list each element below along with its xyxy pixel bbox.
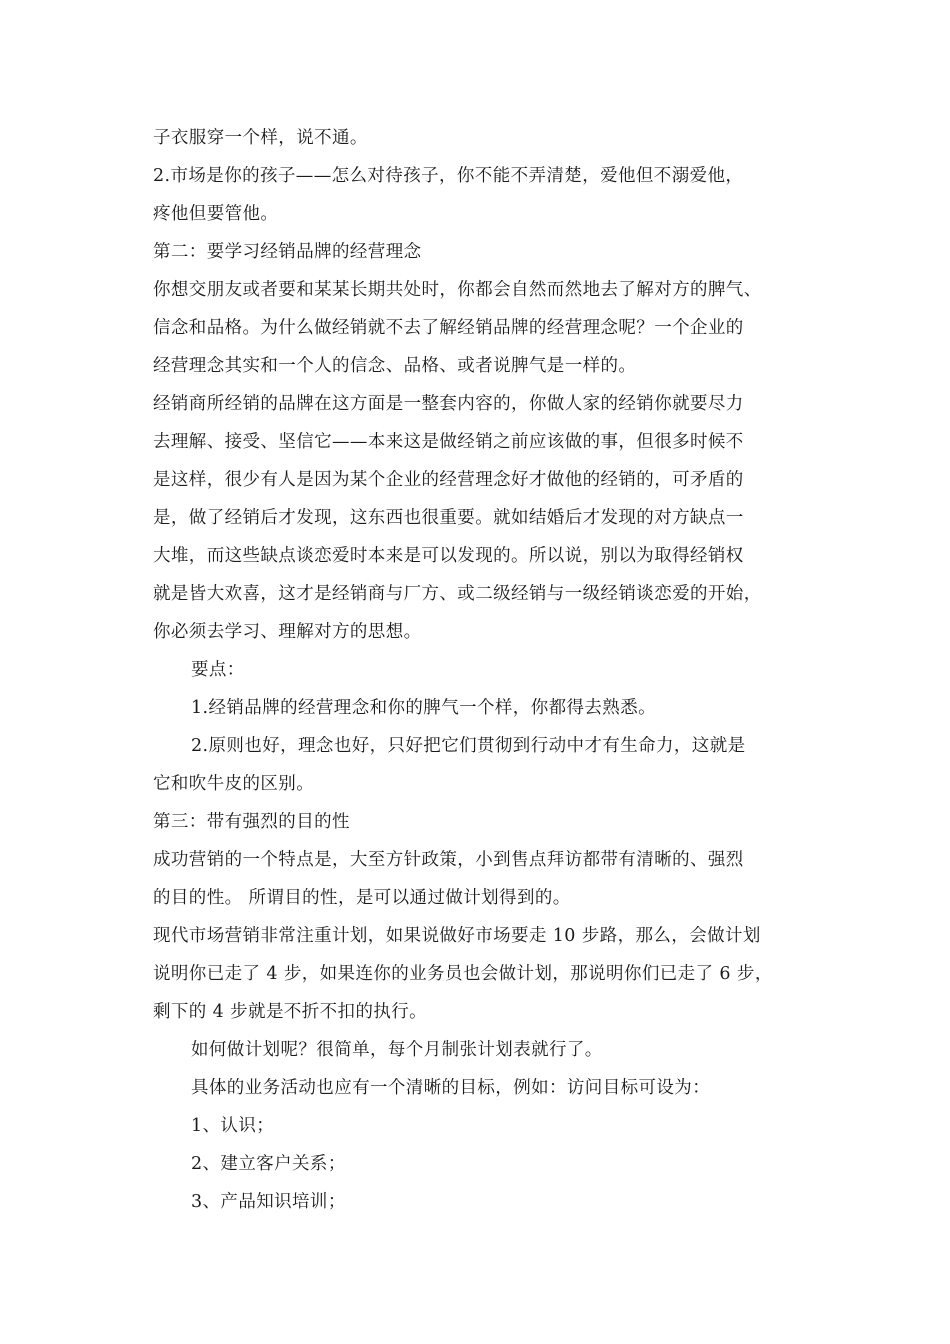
text-line: 你想交朋友或者要和某某长期共处时，你都会自然而然地去了解对方的脾气、 [153,280,762,300]
section-heading: 第三：带有强烈的目的性 [153,812,350,832]
text-line: 就是皆大欢喜，这才是经销商与厂方、或二级经销与一级经销谈恋爱的开始， [153,584,762,604]
text-line: 疼他但要管他。 [153,204,279,224]
text-line: 经销商所经销的品牌在这方面是一整套内容的，你做人家的经销你就要尽力 [153,394,744,414]
text-line: 它和吹牛皮的区别。 [153,774,315,794]
text-line: 如何做计划呢？很简单，每个月制张计划表就行了。 [191,1040,603,1060]
text-line: 是，做了经销后才发现，这东西也很重要。就如结婚后才发现的对方缺点一 [153,508,744,528]
list-item: 3、产品知识培训； [191,1192,346,1212]
text-line: 2.市场是你的孩子——怎么对待孩子，你不能不弄清楚，爱他但不溺爱他， [153,166,744,186]
key-point-item: 2.原则也好，理念也好，只好把它们贯彻到行动中才有生命力，这就是 [191,736,746,756]
text-line: 具体的业务活动也应有一个清晰的目标，例如：访问目标可设为： [191,1078,711,1098]
text-line: 成功营销的一个特点是，大至方针政策，小到售点拜访都带有清晰的、强烈 [153,850,744,870]
text-line: 的目的性。 所谓目的性，是可以通过做计划得到的。 [153,888,571,908]
text-line: 现代市场营销非常注重计划，如果说做好市场要走 10 步路，那么，会做计划 [153,926,761,946]
text-line: 去理解、接受、坚信它——本来这是做经销之前应该做的事，但很多时候不 [153,432,744,452]
text-line: 大堆，而这些缺点谈恋爱时本来是可以发现的。所以说，别以为取得经销权 [153,546,744,566]
text-line: 剩下的 4 步就是不折不扣的执行。 [153,1002,428,1022]
list-item: 2、建立客户关系； [191,1154,346,1174]
text-line: 是这样，很少有人是因为某个企业的经营理念好才做他的经销的，可矛盾的 [153,470,744,490]
text-line: 经营理念其实和一个人的信念、品格、或者说脾气是一样的。 [153,356,637,376]
section-heading: 第二：要学习经销品牌的经营理念 [153,242,422,262]
list-item: 1、认识； [191,1116,275,1136]
key-point-item: 1.经销品牌的经营理念和你的脾气一个样，你都得去熟悉。 [191,698,656,718]
key-points-label: 要点： [191,660,245,680]
text-line: 说明你已走了 4 步，如果连你的业务员也会做计划，那说明你们已走了 6 步， [153,964,773,984]
text-line: 你必须去学习、理解对方的思想。 [153,622,422,642]
text-line: 子衣服穿一个样，说不通。 [153,128,368,148]
text-line: 信念和品格。为什么做经销就不去了解经销品牌的经营理念呢？一个企业的 [153,318,744,338]
